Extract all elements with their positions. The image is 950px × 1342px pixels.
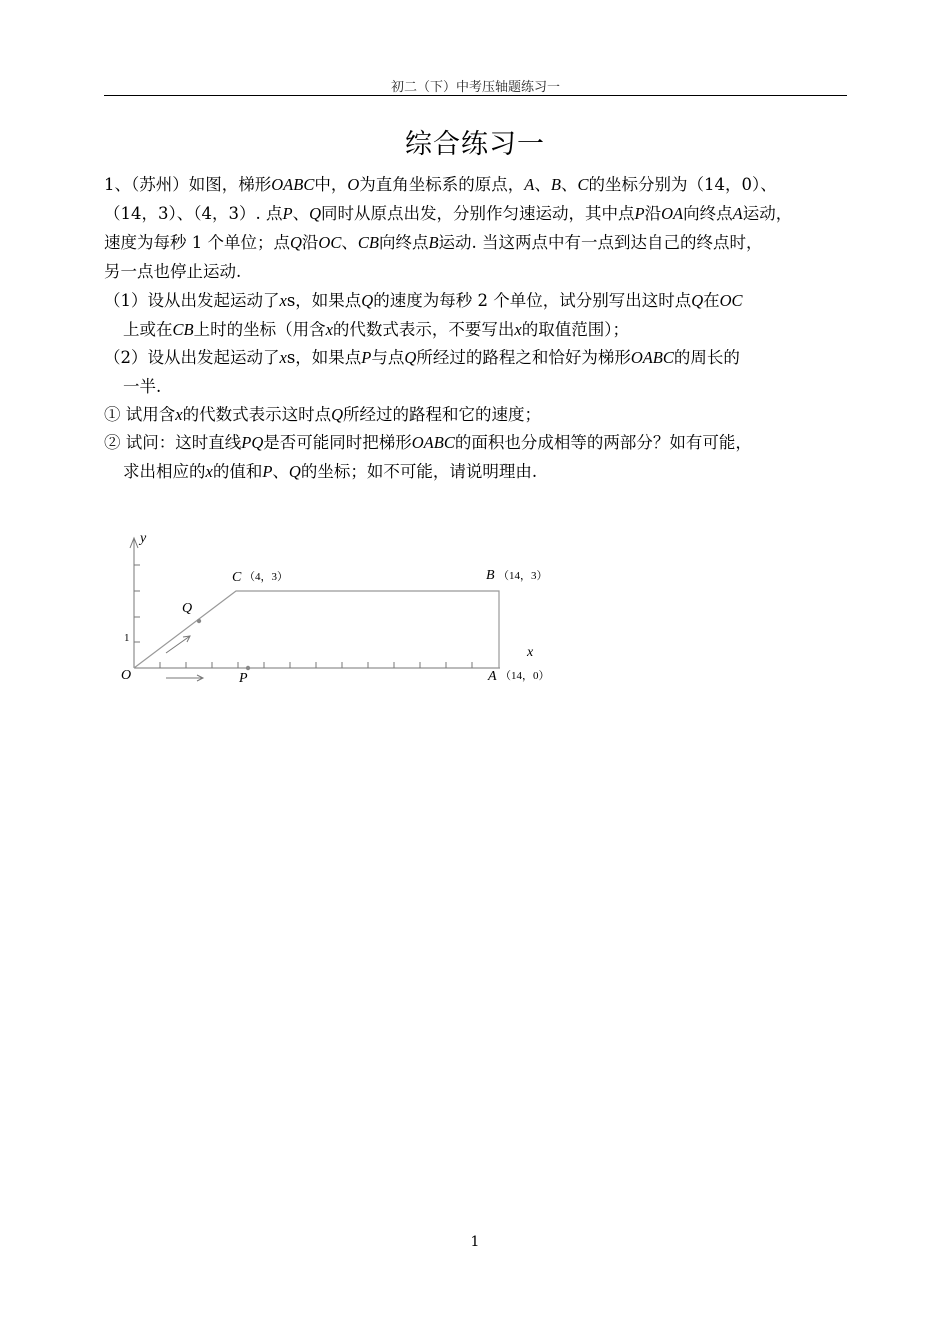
label-o: O <box>121 668 132 683</box>
y-axis <box>130 538 138 668</box>
x-axis-label: x <box>527 645 534 660</box>
running-header: 初二（下）中考压轴题练习一 <box>390 80 560 95</box>
coordinate-figure <box>110 525 580 695</box>
problem-statement: 1、（苏州）如图，梯形OABC中，O为直角坐标系的原点，A、B、C的坐标分别为（14，0）、 （14，3）、（4，3）. 点P、Q同时从原点出发，分别作匀速运动，其中点P沿OA向终点A运动， 速度为每秒 1 个单位；点Q沿OC、CB向终点B运动. 当这两点中有一点到达自己的终点时， 另一点也停止运动. <box>104 175 793 281</box>
y-ticks <box>134 565 140 642</box>
x-ticks <box>160 662 472 668</box>
sub-question-1: ① 试用含x的代数式表示这时点Q所经过的路程和它的速度； <box>104 405 541 424</box>
label-a: A <box>488 669 497 684</box>
header-rule <box>104 95 847 96</box>
label-q: Q <box>182 601 193 616</box>
part-2: （2）设从出发起运动了xs，如果点P与点Q所经过的路程之和恰好为梯形OABC的周长的 一半. <box>104 348 740 396</box>
page-title: 综合练习一 <box>405 129 545 160</box>
label-b: B <box>486 568 495 583</box>
coord-a: （14，0） <box>500 670 550 682</box>
coord-c: （4，3） <box>244 571 288 583</box>
sub-question-2: ② 试问：这时直线PQ是否可能同时把梯形OABC的面积也分成相等的两部分？如有可能， 求出相应的x的值和P、Q的坐标；如不可能，请说明理由. <box>104 433 752 481</box>
y-axis-label: y <box>140 531 147 546</box>
motion-arrow-q <box>166 636 190 653</box>
point-p <box>246 666 250 670</box>
coord-b: （14，3） <box>498 570 548 582</box>
motion-arrow-p <box>166 675 203 681</box>
point-q <box>197 619 201 623</box>
part-1: （1）设从出发起运动了xs，如果点Q的速度为每秒 2 个单位，试分别写出这时点Q在OC 上或在CB上时的坐标（用含x的代数式表示，不要写出x的取值范围）； <box>104 291 743 339</box>
label-p: P <box>239 671 248 686</box>
tick-label-1: 1 <box>124 632 130 644</box>
page-number: 1 <box>470 1234 480 1250</box>
label-c: C <box>232 570 242 585</box>
